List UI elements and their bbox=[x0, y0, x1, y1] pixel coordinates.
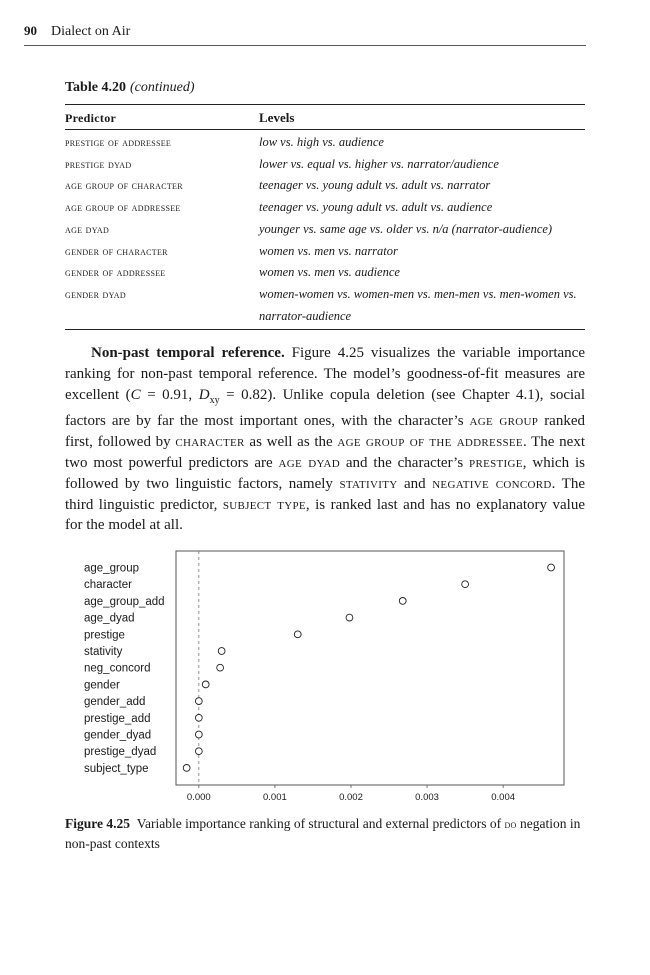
data-point bbox=[346, 614, 353, 621]
data-point bbox=[195, 714, 202, 721]
header-levels: Levels bbox=[259, 105, 585, 130]
text-run: ranked first, followed by bbox=[65, 413, 586, 451]
term-small-caps: stativity bbox=[339, 475, 398, 492]
table-row bbox=[65, 175, 585, 197]
predictor-cell: gender of addressee bbox=[65, 265, 166, 280]
page-number: 90 bbox=[24, 23, 37, 38]
table-row bbox=[65, 284, 585, 330]
category-label: gender bbox=[84, 679, 120, 692]
category-label: age_group bbox=[84, 562, 139, 575]
term-small-caps: negative concord bbox=[432, 475, 552, 492]
predictor-cell: age group of character bbox=[65, 178, 183, 193]
table-row bbox=[65, 241, 585, 263]
x-tick-label: 0.002 bbox=[339, 792, 363, 803]
figure-caption-label: Figure 4.25 bbox=[65, 816, 130, 831]
data-point bbox=[195, 748, 202, 755]
term-small-caps: age group of the addressee bbox=[337, 434, 523, 451]
text-run: . The third linguistic predictor, bbox=[65, 475, 585, 513]
term-small-caps: age dyad bbox=[278, 454, 340, 471]
text-run: = 0.91, bbox=[140, 386, 199, 403]
category-label: stativity bbox=[84, 646, 123, 658]
data-point bbox=[195, 731, 202, 738]
x-tick-label: 0.004 bbox=[491, 792, 516, 803]
table-caption-note: (continued) bbox=[129, 80, 195, 95]
variable-importance-chart bbox=[65, 547, 585, 807]
category-label: prestige bbox=[84, 629, 125, 642]
d-subscript: xy bbox=[209, 394, 220, 406]
category-label: subject_type bbox=[84, 762, 149, 775]
term-small-caps: character bbox=[175, 434, 245, 451]
text-run: negation in non-past contexts bbox=[65, 816, 581, 851]
text-run: and bbox=[397, 475, 433, 492]
text-run: Figure 4.25 visualizes the variable importance ranking for non-past temporal reference. The model’s goodness-of-fit measures are excellent ( bbox=[65, 345, 586, 403]
x-tick-label: 0.000 bbox=[186, 792, 211, 803]
paragraph-lead: Non-past temporal reference. bbox=[91, 345, 285, 361]
table-row bbox=[65, 219, 585, 241]
data-point bbox=[294, 631, 301, 638]
header-predictor: Predictor bbox=[65, 105, 259, 130]
term-small-caps: age group bbox=[469, 413, 539, 430]
d-symbol: D bbox=[198, 386, 210, 403]
predictor-cell: gender of character bbox=[65, 243, 168, 258]
body-paragraph bbox=[65, 343, 585, 536]
running-head bbox=[24, 23, 586, 46]
table-row bbox=[65, 262, 585, 284]
data-point bbox=[217, 664, 224, 671]
term-small-caps: do bbox=[504, 817, 517, 831]
levels-cell: women vs. men vs. audience bbox=[259, 265, 400, 280]
data-point bbox=[183, 765, 190, 772]
table-caption-label: Table 4.20 bbox=[65, 80, 126, 95]
c-symbol: C bbox=[130, 386, 141, 403]
category-label: age_dyad bbox=[84, 612, 135, 625]
text-run: = 0.82). Unlike copula deletion (see Chapter 4.1), social factors are by far the most important ones, with the character’s bbox=[65, 386, 585, 430]
levels-cell: women vs. men vs. narrator bbox=[259, 243, 398, 258]
text-run: and the character’s bbox=[340, 454, 470, 471]
category-label: prestige_dyad bbox=[84, 746, 157, 759]
data-point bbox=[195, 698, 202, 705]
running-head-title: Dialect on Air bbox=[51, 24, 131, 39]
table-row bbox=[65, 154, 585, 176]
data-point bbox=[202, 681, 209, 688]
predictor-cell: prestige dyad bbox=[65, 156, 132, 171]
text-run: . The next two most powerful predictors are bbox=[65, 434, 586, 471]
x-tick-label: 0.003 bbox=[415, 792, 439, 803]
text-run: , which is followed by two linguistic factors, namely bbox=[65, 454, 585, 492]
text-run: , is ranked last and has no explanatory value for the model at all. bbox=[65, 496, 586, 534]
data-point bbox=[462, 581, 469, 588]
predictor-cell: prestige of addressee bbox=[65, 135, 172, 149]
data-point bbox=[548, 564, 555, 571]
figure-caption bbox=[65, 814, 585, 854]
term-small-caps: prestige bbox=[469, 454, 523, 471]
table-header-row bbox=[65, 105, 585, 130]
x-tick-label: 0.001 bbox=[263, 792, 287, 803]
levels-cell: teenager vs. young adult vs. adult vs. audience bbox=[259, 200, 493, 215]
levels-cell: women-women vs. women-men vs. men-men vs. men-women vs. narrator-audience bbox=[259, 284, 585, 330]
plot-frame bbox=[176, 551, 564, 785]
predictor-cell: gender dyad bbox=[65, 284, 259, 330]
category-label: age_group_add bbox=[84, 595, 165, 608]
table-caption bbox=[65, 80, 194, 96]
predictor-cell: age group of addressee bbox=[65, 200, 181, 215]
table-row bbox=[65, 197, 585, 219]
term-small-caps: subject type bbox=[222, 496, 306, 513]
table-row bbox=[65, 130, 585, 154]
category-label: gender_dyad bbox=[84, 729, 152, 742]
predictor-cell: age dyad bbox=[65, 221, 110, 236]
levels-cell: lower vs. equal vs. higher vs. narrator/audience bbox=[259, 156, 499, 171]
levels-cell: low vs. high vs. audience bbox=[259, 135, 384, 149]
chart-svg bbox=[65, 547, 585, 807]
category-label: gender_add bbox=[84, 696, 146, 709]
data-point bbox=[218, 648, 225, 655]
category-label: character bbox=[84, 579, 132, 592]
category-label: prestige_add bbox=[84, 712, 151, 725]
levels-cell: younger vs. same age vs. older vs. n/a (narrator-audience) bbox=[259, 221, 553, 236]
category-label: neg_concord bbox=[84, 662, 151, 675]
predictor-table bbox=[65, 104, 585, 330]
levels-cell: teenager vs. young adult vs. adult vs. narrator bbox=[259, 178, 491, 193]
data-point bbox=[399, 598, 406, 605]
text-run: Variable importance ranking of structural and external predictors of bbox=[136, 816, 505, 831]
text-run: as well as the bbox=[244, 434, 338, 451]
